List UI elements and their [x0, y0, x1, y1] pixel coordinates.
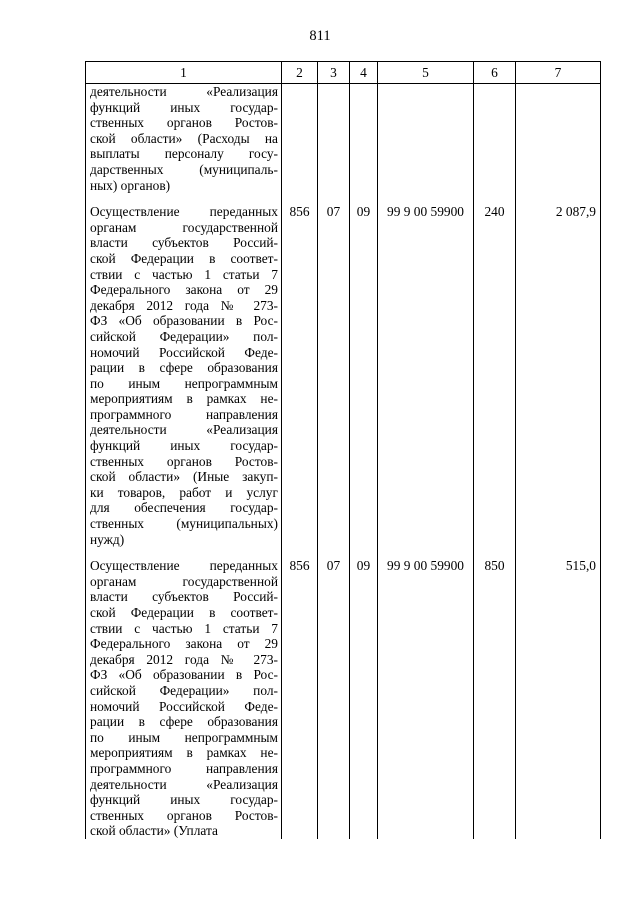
description-line: ской Федерации в соответ-: [90, 605, 278, 620]
description-cell: [86, 204, 282, 547]
separator-cell: [318, 193, 350, 204]
description-line: декабря 2012 года № 273-: [90, 297, 278, 313]
description-line: дарственных (муниципаль-: [90, 161, 278, 177]
ministry-code-cell: [282, 84, 318, 194]
section-code-cell: 07: [318, 558, 350, 839]
header-col-6: 6: [474, 62, 516, 84]
description-line: выплаты персоналу госу-: [90, 146, 278, 162]
description-line: деятельности «Реализация: [90, 776, 278, 792]
separator-cell: [86, 547, 282, 558]
row-separator: [86, 547, 601, 558]
section-code-cell: [318, 84, 350, 194]
description-line: ской области» (Расходы на: [90, 130, 278, 146]
description-line: для обеспечения государ-: [90, 500, 278, 516]
separator-cell: [516, 547, 601, 558]
ministry-code-cell: 856: [282, 204, 318, 547]
description-line: власти субъектов Россий-: [90, 589, 278, 605]
description-line: по иным непрограммным: [90, 729, 278, 745]
header-col-7: 7: [516, 62, 601, 84]
description-line: деятельности «Реализация: [90, 84, 278, 99]
description-line: нужд): [90, 531, 125, 547]
description-line: рации в сфере образования: [90, 360, 278, 376]
description-cell: [86, 84, 282, 194]
section-code-cell: 07: [318, 204, 350, 547]
description-line: ственных (муниципальных): [90, 516, 278, 532]
amount-cell: [516, 84, 601, 194]
description-line: власти субъектов Россий-: [90, 235, 278, 251]
table-body: [86, 84, 601, 839]
page-number: 811: [309, 28, 331, 44]
description-line: программного направления: [90, 406, 278, 422]
row-separator: [86, 193, 601, 204]
description-line: Осуществление переданных: [90, 558, 278, 574]
table-header-row: [86, 62, 601, 84]
separator-cell: [318, 547, 350, 558]
separator-cell: [86, 193, 282, 204]
table-row: [86, 84, 601, 194]
description-line: ственных органов Ростов-: [90, 115, 278, 131]
separator-cell: [282, 193, 318, 204]
target-article-cell: [378, 84, 474, 194]
description-line: программного направления: [90, 760, 278, 776]
subsection-code-cell: 09: [350, 558, 378, 839]
description-line: функций иных государ-: [90, 99, 278, 115]
description-line: ки товаров, работ и услуг: [90, 484, 278, 500]
description-line: ствии с частью 1 статьи 7: [90, 620, 278, 636]
description-line: ФЗ «Об образовании в Рос-: [90, 313, 278, 329]
description-line: ственных органов Ростов-: [90, 453, 278, 469]
description-line: мероприятиям в рамках не-: [90, 391, 278, 407]
subsection-code-cell: [350, 84, 378, 194]
ministry-code-cell: 856: [282, 558, 318, 839]
separator-cell: [378, 193, 474, 204]
description-line: рации в сфере образования: [90, 714, 278, 730]
description-line: мероприятиям в рамках не-: [90, 745, 278, 761]
subsection-code-cell: 09: [350, 204, 378, 547]
description-line: сийской Федерации» пол-: [90, 682, 278, 698]
description-line: органам государственной: [90, 573, 278, 589]
budget-table: [85, 61, 601, 839]
description-line: деятельности «Реализация: [90, 422, 278, 438]
separator-cell: [282, 547, 318, 558]
table-row: [86, 558, 601, 839]
description-cell: [86, 558, 282, 839]
description-line: номочий Российской Феде-: [90, 344, 278, 360]
description-line: ской области» (Уплата: [90, 823, 218, 839]
header-col-4: 4: [350, 62, 378, 84]
expense-type-cell: 850: [474, 558, 516, 839]
description-line: органам государственной: [90, 219, 278, 235]
separator-cell: [350, 193, 378, 204]
description-line: функций иных государ-: [90, 438, 278, 454]
header-col-1: 1: [86, 62, 282, 84]
description-line: декабря 2012 года № 273-: [90, 651, 278, 667]
separator-cell: [350, 547, 378, 558]
description-line: по иным непрограммным: [90, 375, 278, 391]
separator-cell: [474, 193, 516, 204]
header-col-3: 3: [318, 62, 350, 84]
description-line: ствии с частью 1 статьи 7: [90, 266, 278, 282]
separator-cell: [474, 547, 516, 558]
description-line: ской Федерации в соответ-: [90, 250, 278, 266]
description-line: номочий Российской Феде-: [90, 698, 278, 714]
description-line: функций иных государ-: [90, 792, 278, 808]
amount-cell: 2 087,9: [516, 204, 601, 547]
description-line: Осуществление переданных: [90, 204, 278, 220]
header-col-2: 2: [282, 62, 318, 84]
target-article-cell: 99 9 00 59900: [378, 558, 474, 839]
separator-cell: [378, 547, 474, 558]
header-col-5: 5: [378, 62, 474, 84]
amount-cell: 515,0: [516, 558, 601, 839]
description-line: сийской Федерации» пол-: [90, 328, 278, 344]
description-line: ФЗ «Об образовании в Рос-: [90, 667, 278, 683]
target-article-cell: 99 9 00 59900: [378, 204, 474, 547]
expense-type-cell: [474, 84, 516, 194]
description-line: ных) органов): [90, 177, 171, 193]
description-line: ской области» (Иные закуп-: [90, 469, 278, 485]
description-line: Федерального закона от 29: [90, 636, 278, 652]
separator-cell: [516, 193, 601, 204]
table-row: [86, 204, 601, 547]
description-line: ственных органов Ростов-: [90, 807, 278, 823]
description-line: Федерального закона от 29: [90, 282, 278, 298]
expense-type-cell: 240: [474, 204, 516, 547]
